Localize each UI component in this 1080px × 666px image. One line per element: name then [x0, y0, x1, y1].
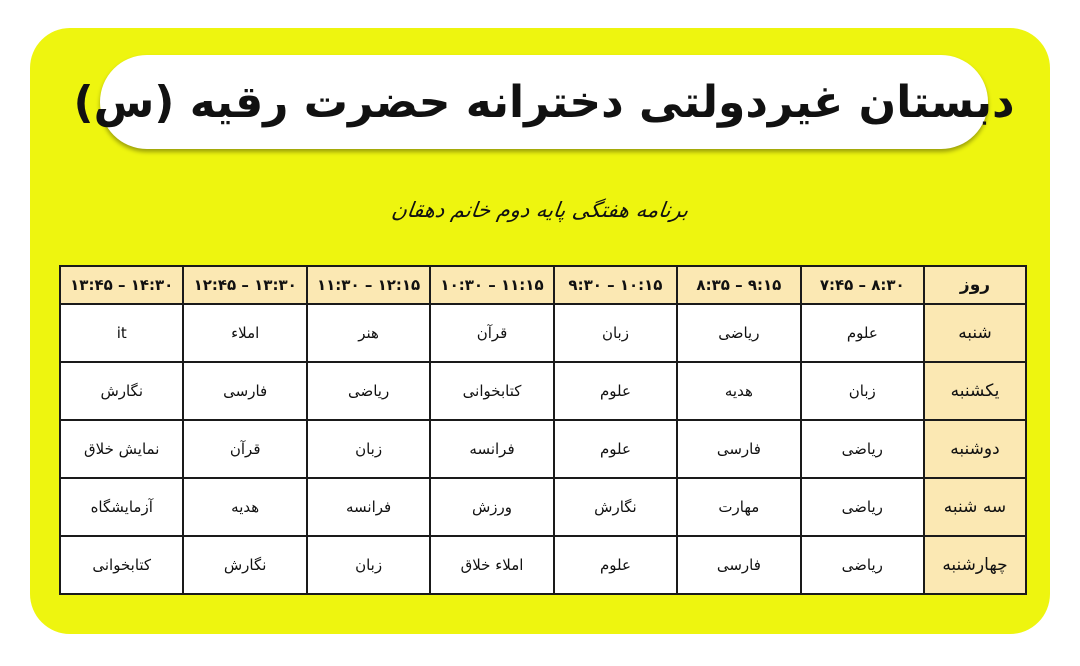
table-cell: مهارت: [677, 478, 800, 536]
table-cell: ریاضی: [677, 304, 800, 362]
table-cell: املاء: [183, 304, 306, 362]
table-cell: قرآن: [430, 304, 553, 362]
header-period-4: ۱۰:۳۰ – ۱۱:۱۵: [430, 266, 553, 304]
day-cell: سه شنبه: [924, 478, 1026, 536]
table-cell: فارسی: [183, 362, 306, 420]
table-cell: کتابخوانی: [60, 536, 183, 594]
school-title: دبستان غیردولتی دخترانه حضرت رقیه (س): [73, 76, 1015, 128]
table-cell: فارسی: [677, 536, 800, 594]
table-row: [60, 536, 1026, 594]
table-cell: نگارش: [183, 536, 306, 594]
header-period-2: ۸:۳۵ – ۹:۱۵: [677, 266, 800, 304]
table-cell: زبان: [307, 536, 430, 594]
table-cell: ریاضی: [801, 478, 924, 536]
table-cell: علوم: [554, 536, 677, 594]
table-header-row: [60, 266, 1026, 304]
table-cell: علوم: [554, 362, 677, 420]
header-period-3: ۹:۳۰ – ۱۰:۱۵: [554, 266, 677, 304]
table-cell: فرانسه: [430, 420, 553, 478]
day-cell: چهارشنبه: [924, 536, 1026, 594]
table-cell: فرانسه: [307, 478, 430, 536]
table-cell: ورزش: [430, 478, 553, 536]
table-cell: علوم: [801, 304, 924, 362]
table-row: [60, 362, 1026, 420]
table-row: [60, 420, 1026, 478]
weekly-schedule-table: [59, 265, 1027, 595]
table-cell: زبان: [554, 304, 677, 362]
schedule-subtitle: برنامه هفتگی پایه دوم خانم دهقان: [390, 198, 690, 222]
table-cell: آزمایشگاه: [60, 478, 183, 536]
table-cell: کتابخوانی: [430, 362, 553, 420]
table-row: [60, 478, 1026, 536]
table-cell: زبان: [801, 362, 924, 420]
table-cell: نگارش: [554, 478, 677, 536]
table-cell: نمایش خلاق: [60, 420, 183, 478]
header-period-6: ۱۲:۴۵ – ۱۳:۳۰: [183, 266, 306, 304]
day-cell: یکشنبه: [924, 362, 1026, 420]
title-banner: [73, 55, 1015, 149]
table-cell: قرآن: [183, 420, 306, 478]
table-cell: هدیه: [677, 362, 800, 420]
day-cell: شنبه: [924, 304, 1026, 362]
table-cell: ریاضی: [307, 362, 430, 420]
table-cell: املاء خلاق: [430, 536, 553, 594]
day-cell: دوشنبه: [924, 420, 1026, 478]
table-row: [60, 304, 1026, 362]
header-period-7: ۱۳:۴۵ – ۱۴:۳۰: [60, 266, 183, 304]
header-period-5: ۱۱:۳۰ – ۱۲:۱۵: [307, 266, 430, 304]
table-cell: زبان: [307, 420, 430, 478]
table-cell: هدیه: [183, 478, 306, 536]
table-cell: فارسی: [677, 420, 800, 478]
table-cell: هنر: [307, 304, 430, 362]
table-cell: نگارش: [60, 362, 183, 420]
table-cell: علوم: [554, 420, 677, 478]
table-cell: it: [60, 304, 183, 362]
header-day: روز: [924, 266, 1026, 304]
table-cell: ریاضی: [801, 420, 924, 478]
table-cell: ریاضی: [801, 536, 924, 594]
header-period-1: ۷:۴۵ – ۸:۳۰: [801, 266, 924, 304]
